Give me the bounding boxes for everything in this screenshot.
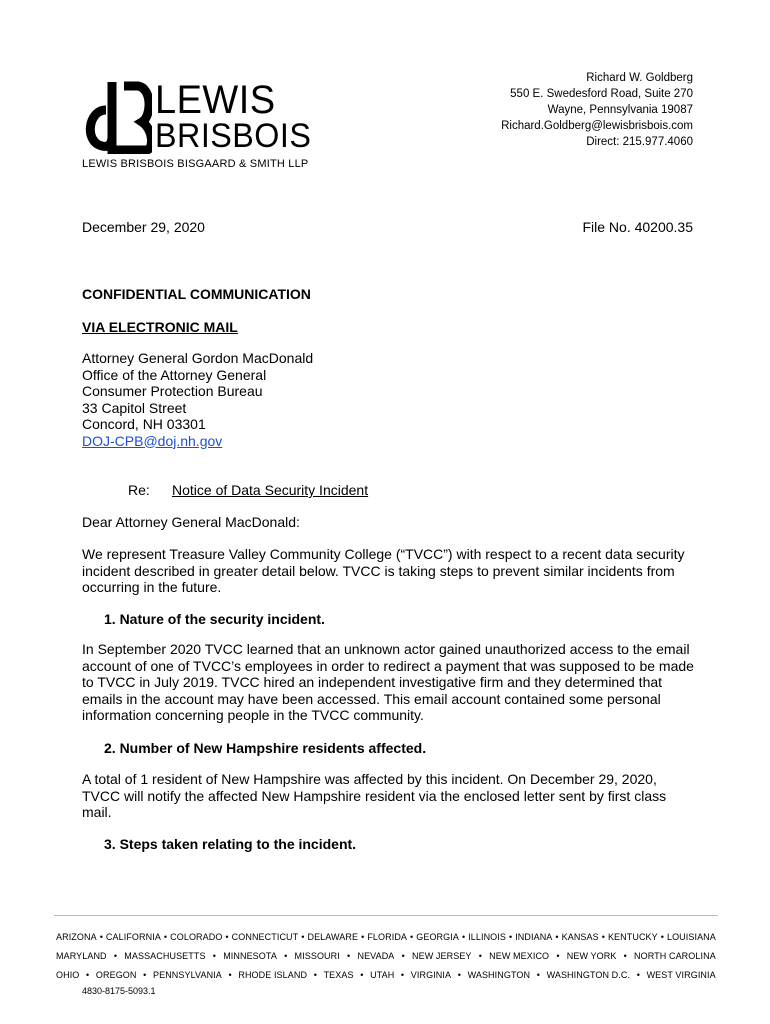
logo-word-brisbois: BRISBOIS [155, 117, 312, 155]
confidential-heading: CONFIDENTIAL COMMUNICATION [82, 286, 311, 302]
footer-state: KENTUCKY [607, 932, 658, 942]
document-id: 4830-8175-5093.1 [82, 986, 156, 996]
section-heading-3: 3. Steps taken relating to the incident. [104, 836, 357, 852]
logo-firm-name: LEWIS BRISBOIS BISGAARD & SMITH LLP [82, 158, 309, 170]
footer-state: MINNESOTA [223, 951, 277, 961]
letter-date: December 29, 2020 [82, 219, 205, 235]
footer-state: OREGON [95, 970, 137, 980]
re-subject: Notice of Data Security Incident [172, 482, 369, 498]
footer-state: INDIANA [515, 932, 553, 942]
recipient-line2: Office of the Attorney General [82, 366, 267, 383]
re-label: Re: [128, 482, 150, 498]
logo-word-lewis: LEWIS [155, 78, 276, 122]
footer-bullet: • [478, 951, 482, 961]
footer-bullet: • [99, 932, 103, 942]
footer-state: TEXAS [323, 970, 354, 980]
footer-state: VIRGINIA [410, 970, 452, 980]
footer-bullet: • [457, 970, 461, 980]
sender-address-line2: Wayne, Pennsylvania 19087 [547, 104, 693, 116]
footer-bullet: • [623, 951, 627, 961]
recipient-line1: Attorney General Gordon MacDonald [82, 350, 314, 366]
body-paragraph-nature: In September 2020 TVCC learned that an unknown actor gained unauthorized access to the email account of one of TVCC’s employees in order to redirect a payment that was supposed to be made to TVCC in July 2019. TVCC hired an independent investigative firm and they determined that emails in the account may have been accessed. This email account contained some personal information concerning people in the TVCC community. [82, 641, 694, 723]
footer-bullet: • [636, 970, 640, 980]
footer-state: GEORGIA [416, 932, 459, 942]
footer-divider [54, 915, 718, 916]
footer-bullet: • [284, 951, 288, 961]
footer-states-line1 [56, 932, 716, 942]
footer-state: ILLINOIS [468, 932, 506, 942]
footer-state: NEW YORK [566, 951, 617, 961]
footer-bullet: • [410, 932, 414, 942]
footer-bullet: • [86, 970, 90, 980]
recipient-address [82, 350, 313, 449]
footer-state: CALIFORNIA [105, 932, 161, 942]
footer-state: NEVADA [357, 951, 395, 961]
footer-state: FLORIDA [367, 932, 408, 942]
footer-bullet: • [601, 932, 605, 942]
sender-address-line1: 550 E. Swedesford Road, Suite 270 [510, 88, 693, 100]
footer-state: NEW JERSEY [412, 951, 472, 961]
recipient-line3: Consumer Protection Bureau [82, 383, 263, 399]
footer-state: WASHINGTON [467, 970, 531, 980]
footer-bullet: • [225, 932, 229, 942]
footer-state: LOUISIANA [666, 932, 716, 942]
footer-bullet: • [400, 970, 405, 980]
footer-state: CONNECTICUT [231, 932, 299, 942]
footer-state: MASSACHUSETTS [124, 951, 206, 961]
sender-name: Richard W. Goldberg [586, 72, 693, 84]
footer-bullet: • [508, 932, 513, 942]
footer-bullet: • [556, 951, 560, 961]
footer-bullet: • [360, 970, 364, 980]
footer-state: WEST VIRGINIA [646, 970, 716, 980]
footer-state: KANSAS [561, 932, 599, 942]
sender-email: Richard.Goldberg@lewisbrisbois.com [501, 120, 693, 132]
body-paragraph-residents: A total of 1 resident of New Hampshire was affected by this incident. On December 29, 2020, TVCC will notify the affected New Hampshire resident via the enclosed letter sent by first class mail. [82, 771, 667, 820]
recipient-email-link[interactable]: DOJ-CPB@doj.nh.gov [82, 432, 223, 449]
sender-block [501, 70, 693, 150]
sender-direct-phone: Direct: 215.977.4060 [586, 136, 693, 148]
recipient-line5: Concord, NH 03301 [82, 416, 206, 432]
footer-states-line3 [56, 970, 716, 980]
file-number: File No. 40200.35 [582, 219, 693, 235]
footer-states-line2 [56, 951, 716, 961]
footer-state: NEW MEXICO [489, 951, 550, 961]
footer-state: OHIO [56, 970, 80, 980]
footer-bullet: • [228, 970, 232, 980]
recipient-line4: 33 Capitol Street [82, 399, 187, 416]
footer-bullet: • [212, 951, 217, 961]
footer-state: ARIZONA [56, 932, 97, 942]
footer-state: UTAH [370, 970, 395, 980]
footer-state: MARYLAND [56, 951, 107, 961]
firm-logo [82, 78, 312, 174]
footer-bullet: • [301, 932, 305, 942]
footer-bullet: • [401, 951, 405, 961]
section-heading-2: 2. Number of New Hampshire residents affected. [104, 740, 427, 756]
footer-state: DELAWARE [307, 932, 359, 942]
footer-state: PENNSYLVANIA [152, 970, 222, 980]
footer-state: NORTH CAROLINA [634, 951, 716, 961]
footer-bullet: • [313, 970, 317, 980]
footer-bullet: • [555, 932, 559, 942]
footer-state: COLORADO [170, 932, 223, 942]
salutation: Dear Attorney General MacDonald: [82, 514, 300, 530]
delivery-method: VIA ELECTRONIC MAIL [82, 319, 238, 335]
body-paragraph-intro: We represent Treasure Valley Community College (“TVCC”) with respect to a recent data security incident described in greater detail below. TVCC is taking steps to prevent similar incidents from occurring in the future. [82, 546, 685, 595]
footer-state: WASHINGTON D.C. [546, 970, 631, 980]
footer-bullet: • [361, 932, 365, 942]
footer-bullet: • [143, 970, 147, 980]
footer-bullet: • [163, 932, 168, 942]
footer-state: MISSOURI [294, 951, 340, 961]
footer-bullet: • [461, 932, 466, 942]
footer-bullet: • [660, 932, 664, 942]
footer-bullet: • [113, 951, 118, 961]
lewis-brisbois-monogram-icon [82, 80, 152, 154]
footer-state: RHODE ISLAND [238, 970, 308, 980]
footer-bullet: • [536, 970, 540, 980]
footer-bullet: • [347, 951, 351, 961]
section-heading-1: 1. Nature of the security incident. [104, 611, 325, 627]
